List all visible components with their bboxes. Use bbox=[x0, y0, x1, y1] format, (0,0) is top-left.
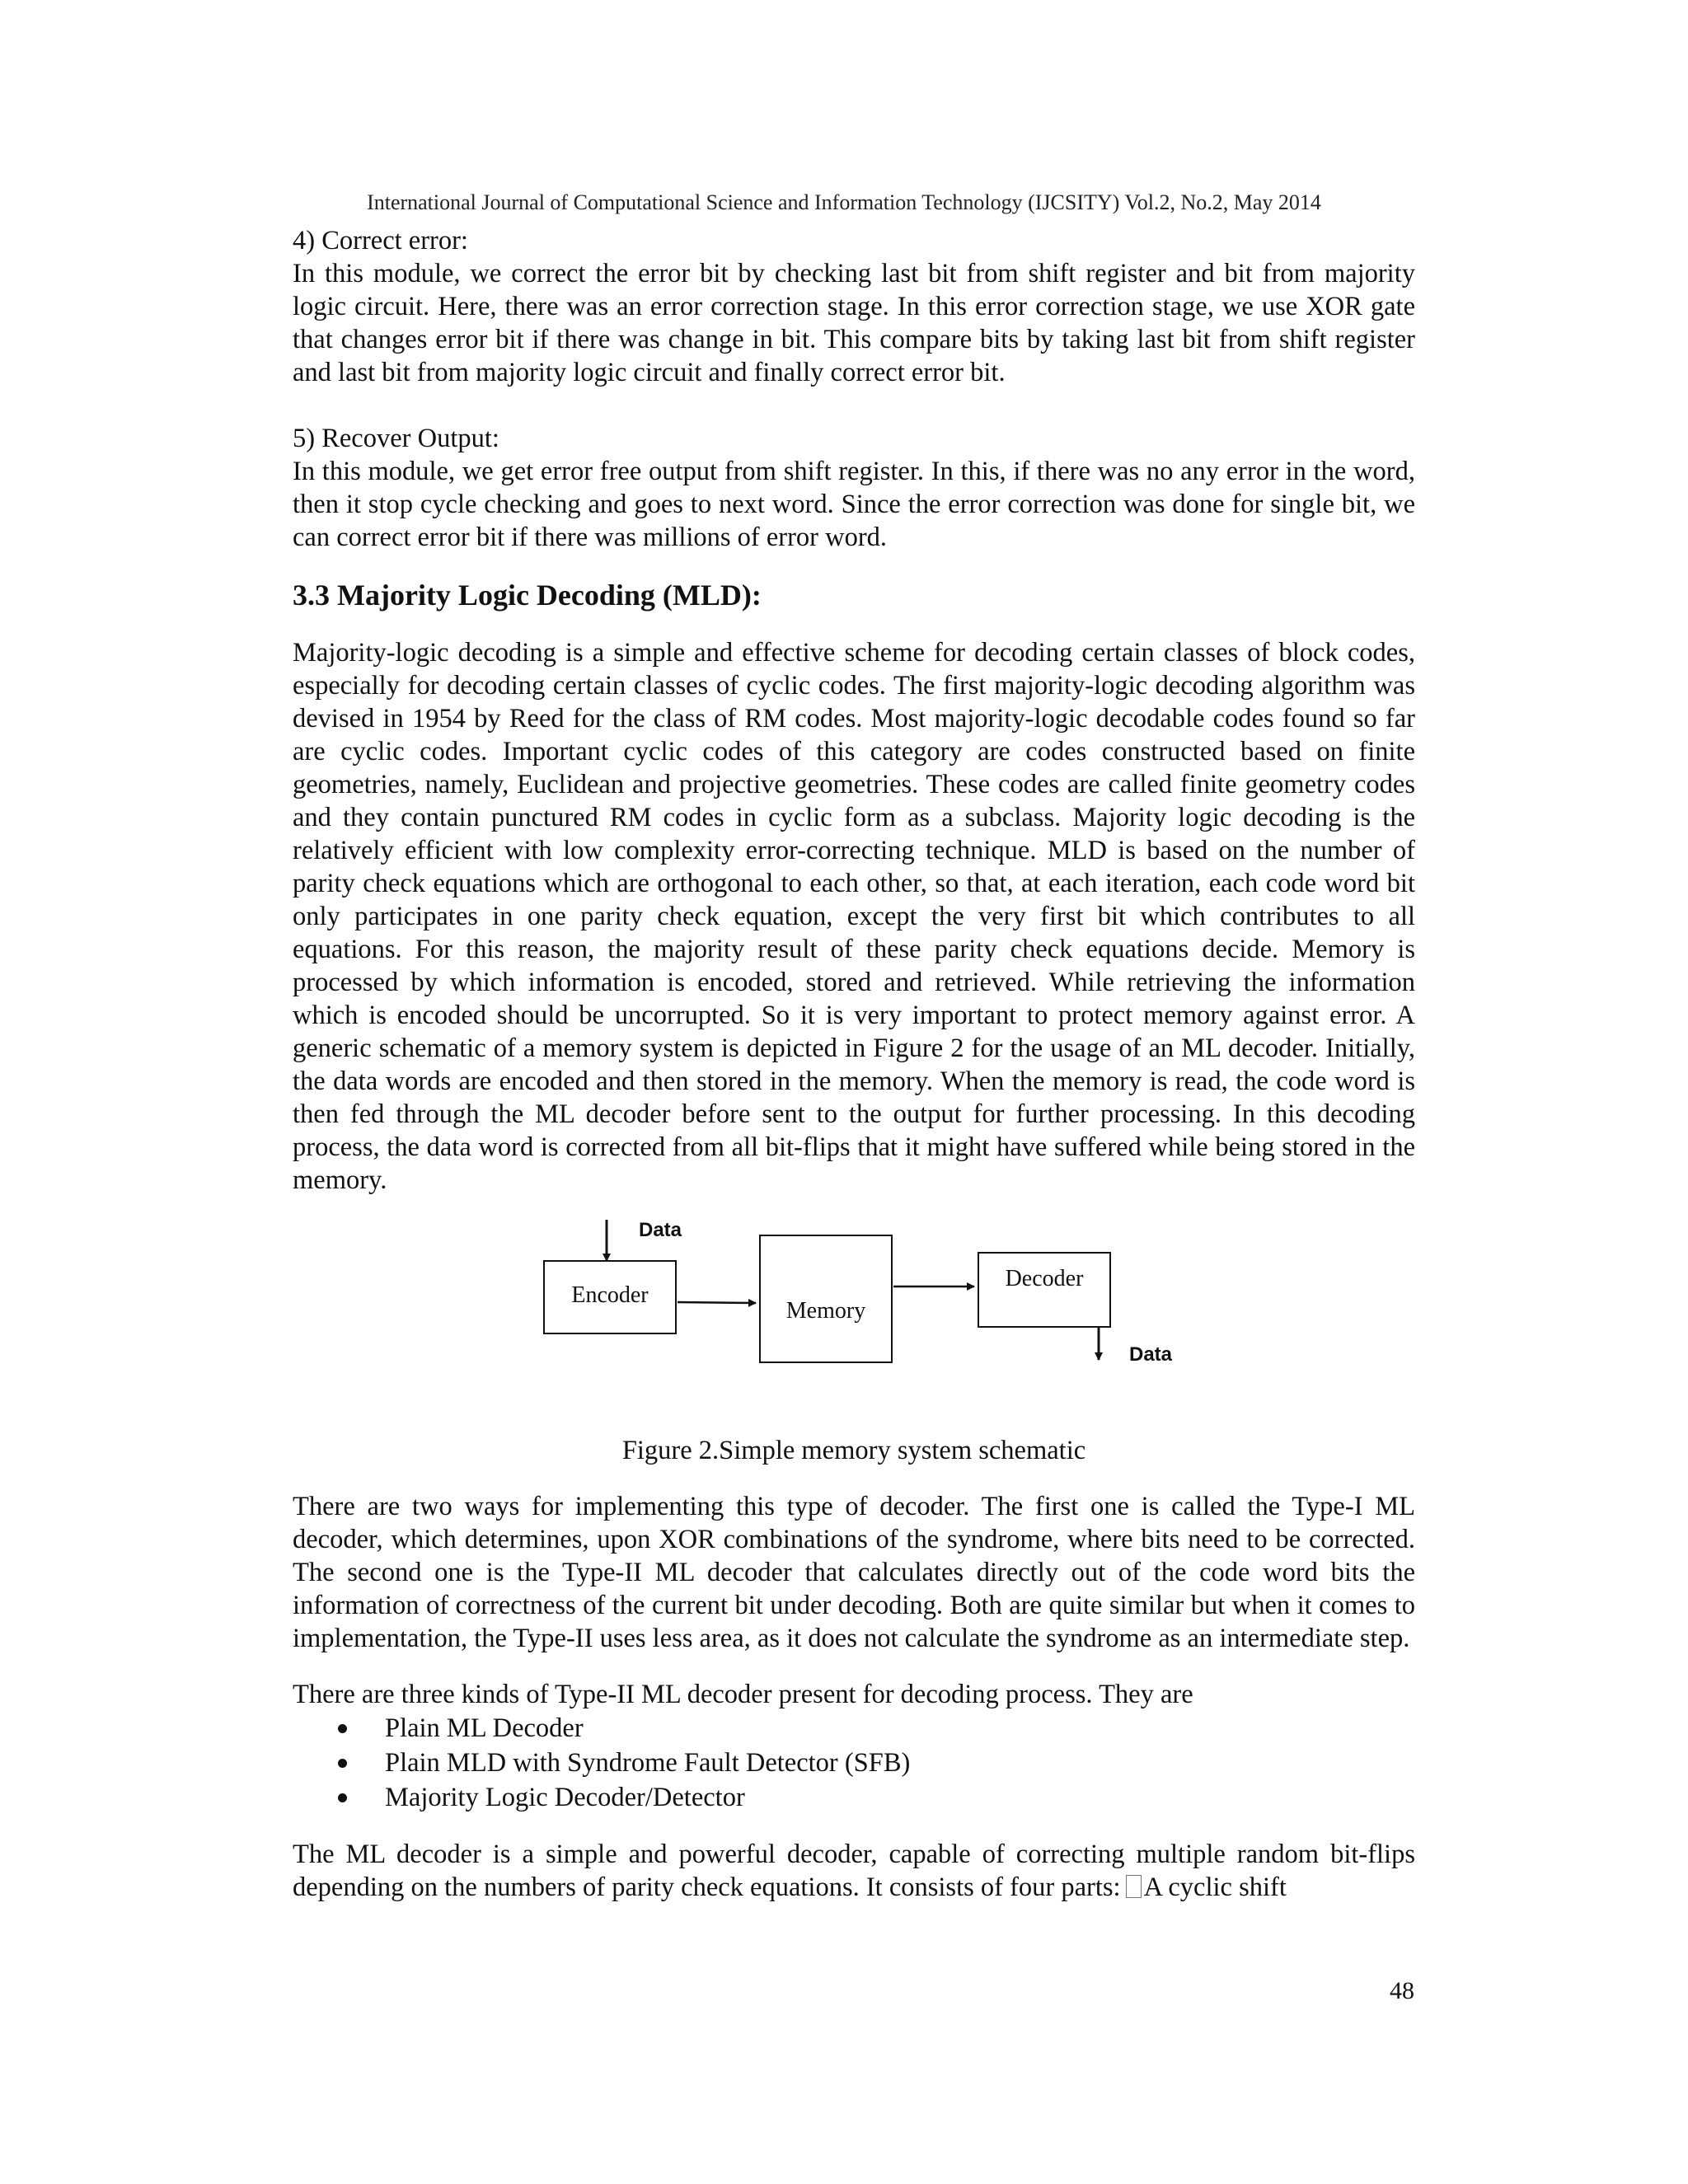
list-item-text: Plain MLD with Syndrome Fault Detector (SFB) bbox=[385, 1748, 911, 1778]
correct-error-heading: 4) Correct error: bbox=[293, 226, 468, 255]
list-item bbox=[385, 1780, 1415, 1815]
mld-section-heading: 3.3 Majority Logic Decoding (MLD): bbox=[293, 579, 762, 612]
figure-caption: Figure 2.Simple memory system schematic bbox=[621, 1436, 1086, 1465]
recover-output-heading: 5) Recover Output: bbox=[293, 424, 499, 453]
list-item-text: Majority Logic Decoder/Detector bbox=[385, 1783, 745, 1812]
encoder-label: Encoder bbox=[571, 1282, 649, 1308]
decoder-types-paragraph: There are two ways for implementing this type of decoder. The first one is called the Type-I ML decoder, which determines, upon XOR combinations of the syndrome, where bits need to be corrected. The second one is the Type-II ML decoder that calculates directly out of the code word bits the information of correctness of the current bit under decoding. Both are quite similar but when it comes to implementation, the Type-II uses less area, as it does not calculate the syndrome as an intermediate step. bbox=[293, 1492, 1415, 1653]
ml-decoder-text-continued: A cyclic shift bbox=[1143, 1872, 1287, 1902]
data-input-label: Data bbox=[639, 1219, 682, 1241]
recover-output-paragraph: In this module, we get error free output from shift register. In this, if there was no any error in the word, then it stop cycle checking and goes to next word. Since the error correction was done for single bit, we can correct error bit if there was millions of error word. bbox=[293, 457, 1415, 552]
bullet-icon bbox=[338, 1793, 347, 1802]
list-item-text: Plain ML Decoder bbox=[385, 1713, 584, 1743]
encoder-to-memory-arrow bbox=[678, 1302, 756, 1303]
bullet-icon bbox=[338, 1724, 347, 1733]
page-number: 48 bbox=[1390, 1977, 1414, 2004]
correct-error-paragraph: In this module, we correct the error bit by checking last bit from shift register and bit from majority logic circuit. Here, there was an error correction stage. In this error correction stage, we use XOR gate that changes error bit if there was change in bit. This compare bits by taking last bit from shift register and last bit from majority logic circuit and finally correct error bit. bbox=[293, 259, 1415, 387]
page-content bbox=[293, 224, 1415, 1904]
memory-system-figure bbox=[293, 1215, 1415, 1472]
missing-glyph-icon bbox=[1126, 1875, 1142, 1898]
list-intro: There are three kinds of Type-II ML decoder present for decoding process. They are bbox=[293, 1680, 1193, 1709]
decoder-types-list bbox=[293, 1711, 1415, 1815]
memory-label: Memory bbox=[785, 1298, 866, 1324]
memory-system-diagram bbox=[293, 1215, 1415, 1472]
decoder-label: Decoder bbox=[1005, 1266, 1084, 1291]
ml-decoder-paragraph bbox=[293, 1838, 1415, 1904]
list-item bbox=[385, 1711, 1415, 1746]
bullet-icon bbox=[338, 1759, 347, 1768]
ml-decoder-text: The ML decoder is a simple and powerful decoder, capable of correcting multiple random bit-flips depending on the numbers of parity check equations. It consists of four parts: bbox=[293, 1840, 1415, 1902]
running-header: International Journal of Computational Science and Information Technology (IJCSITY) Vol.2, No.2, May 2014 bbox=[367, 190, 1321, 214]
data-output-label: Data bbox=[1129, 1343, 1173, 1366]
list-item bbox=[385, 1746, 1415, 1780]
mld-paragraph: Majority-logic decoding is a simple and effective scheme for decoding certain classes of block codes, especially for decoding certain classes of cyclic codes. The first majority-logic decoding algorithm was devised in 1954 by Reed for the class of RM codes. Most majority-logic decodable codes found so far are cyclic codes. Important cyclic codes of this category are codes constructed based on finite geometries, namely, Euclidean and projective geometries. These codes are called finite geometry codes and they contain punctured RM codes in cyclic form as a subclass. Majority logic decoding is the relatively efficient with low complexity error-correcting technique. MLD is based on the number of parity check equations which are orthogonal to each other, so that, at each iteration, each code word bit only participates in one parity check equation, except the very first bit which contributes to all equations. For this reason, the majority result of these parity check equations decide. Memory is processed by which information is encoded, stored and retrieved. While retrieving the information which is encoded should be uncorrupted. So it is very important to protect memory against error. A generic schematic of a memory system is depicted in Figure 2 for the usage of an ML decoder. Initially, the data words are encoded and then stored in the memory. When the memory is read, the code word is then fed through the ML decoder before sent to the output for further processing. In this decoding process, the data word is corrected from all bit-flips that it might have suffered while being stored in the memory. bbox=[293, 638, 1415, 1195]
